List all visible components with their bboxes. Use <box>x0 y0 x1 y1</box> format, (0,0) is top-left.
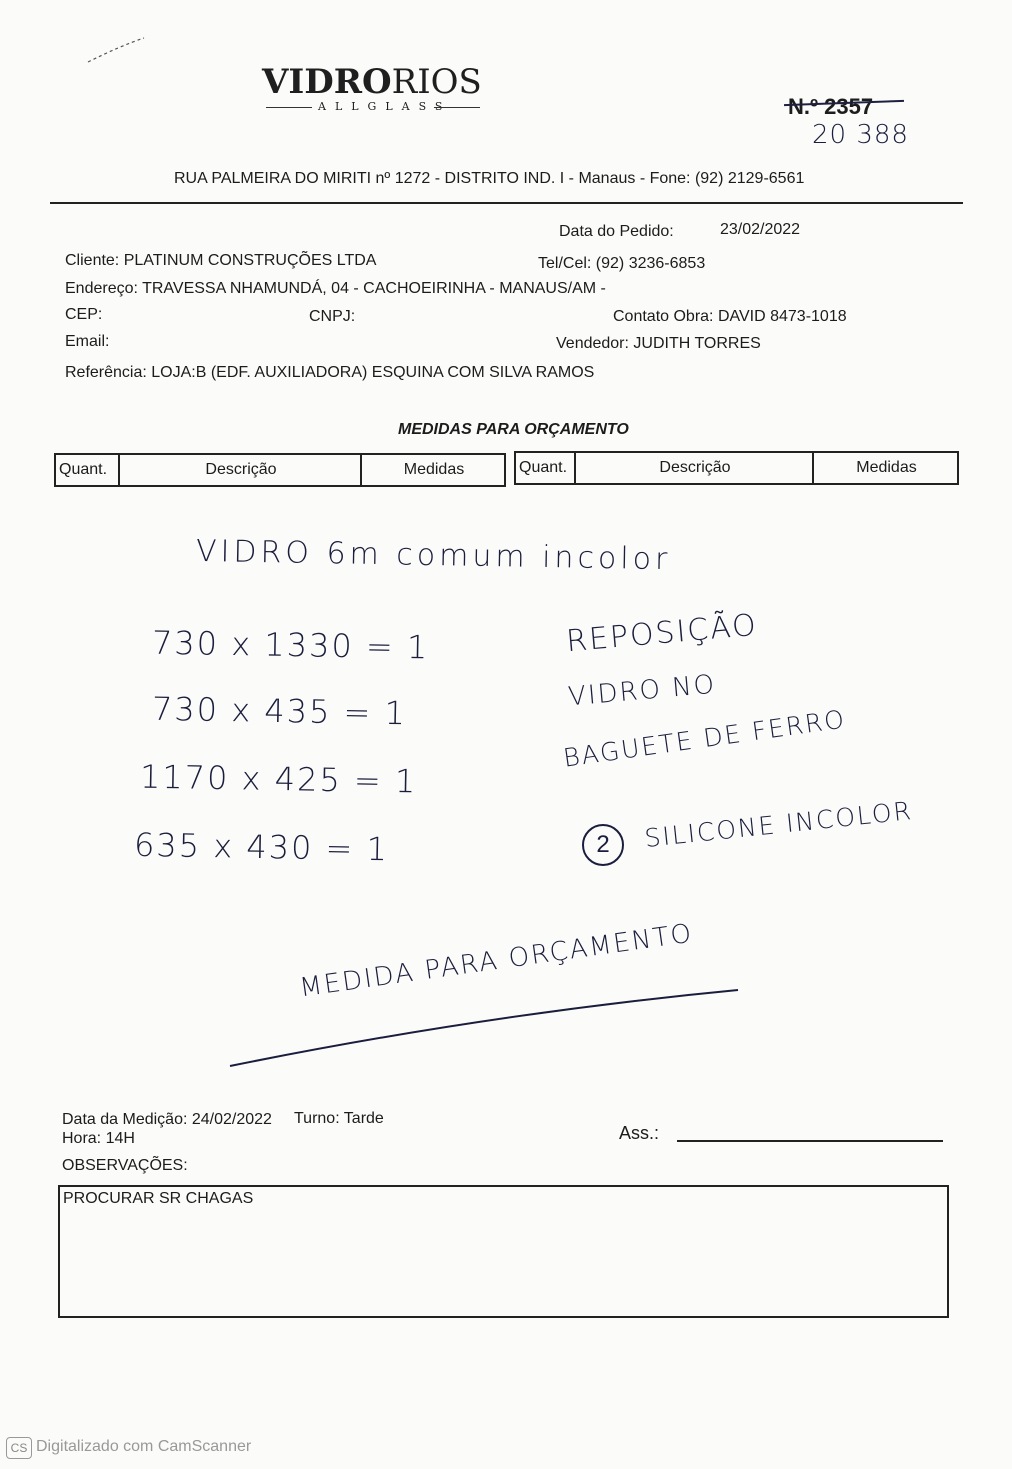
logo-bold-text: VIDRO <box>262 62 392 102</box>
handwritten-line1: VIDRO 6m comum incolor <box>195 533 672 578</box>
cnpj-label: CNPJ: <box>309 308 356 325</box>
signature-label: Ass.: <box>619 1123 660 1143</box>
observations-box <box>58 1185 949 1318</box>
camscanner-label: Digitalizado com CamScanner <box>36 1438 252 1455</box>
camscanner-logo: CS <box>6 1437 32 1459</box>
order-date-value: 23/02/2022 <box>720 221 801 238</box>
table-header-right <box>514 451 959 485</box>
logo-light-text: RIOS <box>391 62 482 102</box>
company-address: RUA PALMEIRA DO MIRITI nº 1272 - DISTRITO IND. I - Manaus - Fone: (92) 2129-6561 <box>174 170 805 187</box>
measurement-time: Hora: 14H <box>62 1130 135 1147</box>
handwritten-underline <box>226 984 746 1074</box>
col-measures-left: Medidas <box>360 455 506 485</box>
header-rule <box>50 202 963 204</box>
logo-divider-right <box>434 107 480 108</box>
order-date-label: Data do Pedido: <box>559 223 674 240</box>
client-phone: Tel/Cel: (92) 3236-6853 <box>538 255 706 272</box>
observations-text: PROCURAR SR CHAGAS <box>63 1190 254 1207</box>
note-vidro-no: VIDRO NO <box>566 669 718 713</box>
note-baguete: BAGUETE DE FERRO <box>561 704 848 773</box>
client-name: Cliente: PLATINUM CONSTRUÇÕES LTDA <box>65 252 377 269</box>
order-number-handwritten: 20 388 <box>812 120 909 150</box>
order-number-printed: N.º 2357 <box>788 94 874 119</box>
company-logo <box>262 62 492 122</box>
col-quant-left: Quant. <box>59 461 108 478</box>
measure-1: 730 x 1330 = 1 <box>151 623 430 667</box>
client-address: Endereço: TRAVESSA NHAMUNDÁ, 04 - CACHOEIRINHA - MANAUS/AM - <box>65 280 606 297</box>
col-desc-right: Descrição <box>574 453 814 483</box>
col-desc-left: Descrição <box>118 455 362 485</box>
reference: Referência: LOJA:B (EDF. AUXILIADORA) ESQUINA COM SILVA RAMOS <box>65 364 595 381</box>
table-header-left <box>54 453 506 487</box>
col-measures-right: Medidas <box>812 453 959 483</box>
seller-name: Vendedor: JUDITH TORRES <box>556 335 761 352</box>
email-label: Email: <box>65 333 110 350</box>
circled-number: 2 <box>582 824 624 866</box>
signature-line <box>677 1140 943 1142</box>
measure-2: 730 x 435 = 1 <box>151 689 408 733</box>
measure-3: 1170 x 425 = 1 <box>139 757 418 801</box>
table-title: MEDIDAS PARA ORÇAMENTO <box>398 421 629 438</box>
scribble-mark <box>84 34 148 68</box>
observations-label: OBSERVAÇÕES: <box>62 1157 188 1174</box>
note-silicone: SILICONE INCOLOR <box>643 795 915 854</box>
cep-label: CEP: <box>65 306 103 323</box>
handwritten-footer-note: MEDIDA PARA ORÇAMENTO <box>297 918 696 1004</box>
site-contact: Contato Obra: DAVID 8473-1018 <box>613 308 847 325</box>
measurement-date: Data da Medição: 24/02/2022 <box>62 1111 272 1128</box>
logo-divider-left <box>266 107 312 108</box>
note-reposicao: REPOSIÇÃO <box>564 607 760 660</box>
measure-4: 635 x 430 = 1 <box>133 825 390 869</box>
col-quant-right: Quant. <box>519 459 568 476</box>
logo-subtitle: ALLGLASS <box>318 100 452 113</box>
measurement-shift: Turno: Tarde <box>294 1110 384 1127</box>
